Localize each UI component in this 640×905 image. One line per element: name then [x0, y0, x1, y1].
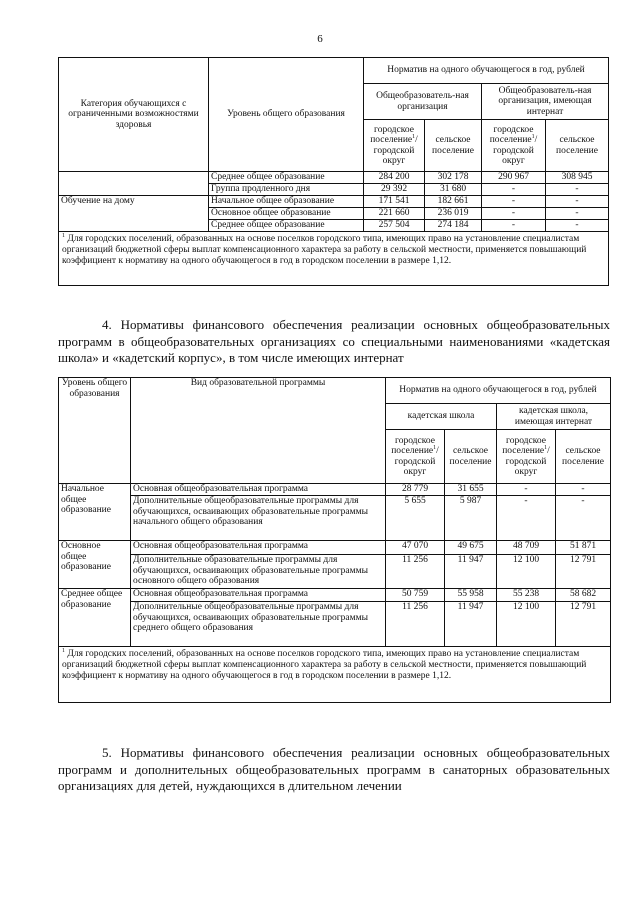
cell-value: 31 680	[425, 184, 482, 196]
row-level: Среднее общее образование	[209, 172, 364, 184]
row-program: Основная общеобразовательная программа	[131, 541, 386, 555]
cell-value: 182 661	[425, 196, 482, 208]
cell-value: -	[497, 484, 556, 496]
cell-value: -	[556, 496, 611, 541]
row-program: Дополнительные образовательные программы для обучающихся, осваивающих образовательные программы основного общего образования	[131, 555, 386, 589]
header-rural: сельское поселение	[546, 120, 609, 172]
cell-value: 58 682	[556, 589, 611, 602]
header-cadet-school: кадетская школа	[386, 404, 497, 430]
cell-value: -	[482, 208, 546, 220]
cell-value: 28 779	[386, 484, 445, 496]
row-program: Дополнительные общеобразовательные программы для обучающихся, осваивающих образовательные программы начального общего образования	[131, 496, 386, 541]
row-level: Основное общее образование	[209, 208, 364, 220]
cell-value: 47 070	[386, 541, 445, 555]
row-program: Основная общеобразовательная программа	[131, 484, 386, 496]
cell-value: -	[482, 184, 546, 196]
cell-value: -	[546, 208, 609, 220]
cell-value: -	[546, 196, 609, 208]
cell-value: 221 660	[364, 208, 425, 220]
cell-value: -	[556, 484, 611, 496]
paragraph-5: 5. Нормативы финансового обеспечения реализации основных общеобразовательных программ и дополнительных общеобразовательных программ в санаторных образовательных организациях для детей, нуждающихся в длительном лечении	[58, 745, 610, 793]
cell-value: 284 200	[364, 172, 425, 184]
header-category: Категория обучающихся с ограниченными возможностями здоровья	[59, 58, 209, 172]
table-footnote: $^1$ Для городских поселений, образованных на основе поселков городского типа, имеющих право на установление специалистам организаций бюджетной сферы выплат компенсационного характера за работу в сельской местности, применяется повышающий коэффициент к нормативу на одного обучающегося в год в городском поселении в размере 1,12.	[59, 232, 609, 286]
table-row	[59, 555, 611, 589]
row-level: Основное общее образование	[59, 541, 131, 589]
cell-value: -	[546, 184, 609, 196]
paragraph-4: 4. Нормативы финансового обеспечения реализации основных общеобразовательных программ в общеобразовательных организациях со специальными наименованиями «кадетская школа» и «кадетский корпус», в том числе имеющих интернат	[58, 317, 610, 365]
cell-value: 55 958	[445, 589, 497, 602]
cell-value: -	[482, 220, 546, 232]
cell-value: 308 945	[546, 172, 609, 184]
cell-value: 31 655	[445, 484, 497, 496]
row-level: Группа продленного дня	[209, 184, 364, 196]
header-urban: городское поселение$^1$/ городской округ	[482, 120, 546, 172]
cell-value: 50 759	[386, 589, 445, 602]
cell-value: -	[482, 196, 546, 208]
page-number: 6	[317, 33, 323, 45]
header-boarding-org: Общеобразователь-ная организация, имеющая интернат	[482, 84, 609, 120]
table-row	[59, 484, 611, 496]
cell-value: 11 256	[386, 602, 445, 647]
cell-value: 12 791	[556, 555, 611, 589]
header-cadet-boarding: кадетская школа, имеющая интернат	[497, 404, 611, 430]
cell-value: 5 987	[445, 496, 497, 541]
table-norms-disabled	[58, 57, 609, 286]
table-row	[59, 602, 611, 647]
row-level: Среднее общее образование	[59, 589, 131, 647]
header-norm: Норматив на одного обучающегося в год, рублей	[386, 378, 611, 404]
cell-value: -	[546, 220, 609, 232]
cell-value: 48 709	[497, 541, 556, 555]
cell-value: 274 184	[425, 220, 482, 232]
row-level: Начальное общее образование	[59, 484, 131, 541]
cell-value: 51 871	[556, 541, 611, 555]
header-rural: сельское поселение	[425, 120, 482, 172]
cell-value: 11 947	[445, 555, 497, 589]
header-urban: городское поселение$^1$/ городской округ	[386, 430, 445, 484]
cell-value: 49 675	[445, 541, 497, 555]
table-footnote: $^1$ Для городских поселений, образованных на основе поселков городского типа, имеющих право на установление специалистам организаций бюджетной сферы выплат компенсационного характера за работу в сельской местности, применяется повышающий коэффициент к нормативу на одного обучающегося в год в городском поселении в размере 1,12.	[59, 647, 611, 703]
cell-value: 236 019	[425, 208, 482, 220]
row-category	[59, 172, 209, 196]
row-program: Основная общеобразовательная программа	[131, 589, 386, 602]
cell-value: 29 392	[364, 184, 425, 196]
cell-value: -	[497, 496, 556, 541]
header-program: Вид образовательной программы	[131, 378, 386, 484]
row-program: Дополнительные общеобразовательные программы для обучающихся, осваивающих образовательные программы среднего общего образования	[131, 602, 386, 647]
header-urban: городское поселение$^1$/ городской округ	[497, 430, 556, 484]
cell-value: 257 504	[364, 220, 425, 232]
header-level: Уровень общего образования	[59, 378, 131, 484]
cell-value: 302 178	[425, 172, 482, 184]
table-row	[59, 196, 609, 208]
cell-value: 171 541	[364, 196, 425, 208]
row-level: Среднее общее образование	[209, 220, 364, 232]
table-row	[59, 496, 611, 541]
row-category: Обучение на дому	[59, 196, 209, 232]
header-rural: сельское поселение	[445, 430, 497, 484]
header-rural: сельское поселение	[556, 430, 611, 484]
cell-value: 11 947	[445, 602, 497, 647]
cell-value: 5 655	[386, 496, 445, 541]
cell-value: 290 967	[482, 172, 546, 184]
header-level: Уровень общего образования	[209, 58, 364, 172]
table-row	[59, 541, 611, 555]
row-level: Начальное общее образование	[209, 196, 364, 208]
cell-value: 12 791	[556, 602, 611, 647]
cell-value: 11 256	[386, 555, 445, 589]
cell-value: 12 100	[497, 602, 556, 647]
header-urban: городское поселение$^1$/ городской округ	[364, 120, 425, 172]
cell-value: 55 238	[497, 589, 556, 602]
table-row	[59, 589, 611, 602]
table-norms-cadet	[58, 377, 611, 703]
header-general-org: Общеобразователь-ная организация	[364, 84, 482, 120]
table-row	[59, 172, 609, 184]
header-norm: Норматив на одного обучающегося в год, рублей	[364, 58, 609, 84]
cell-value: 12 100	[497, 555, 556, 589]
